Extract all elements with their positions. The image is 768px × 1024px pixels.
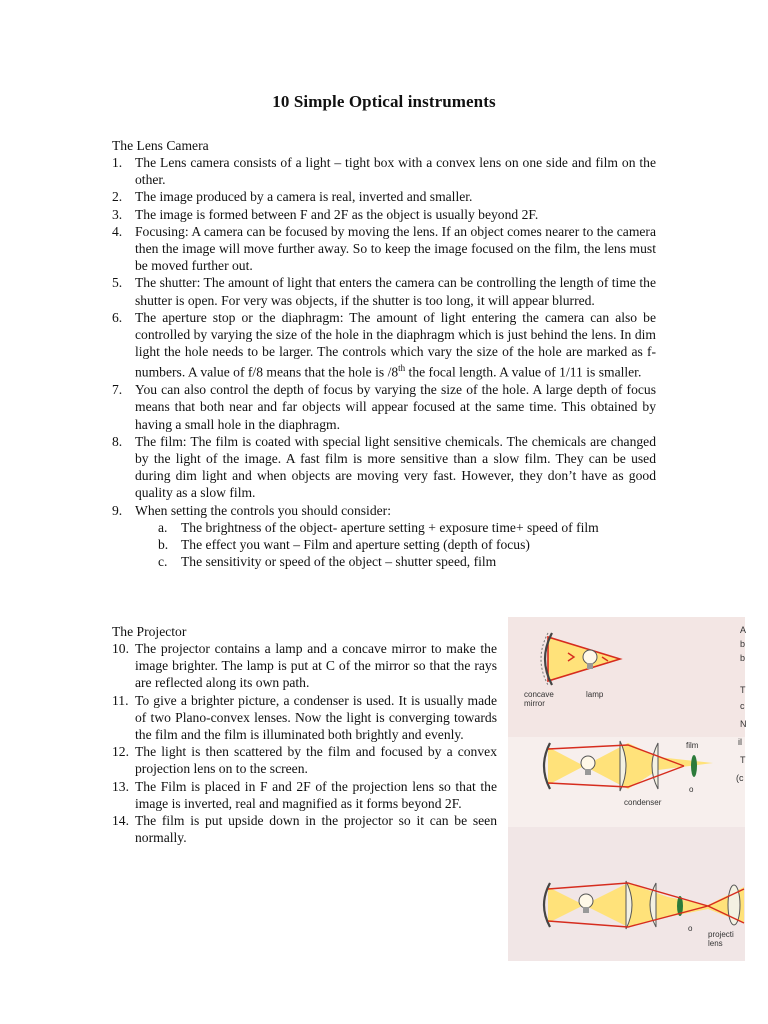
- item-number: 8.: [112, 433, 123, 449]
- fragment-text: b: [740, 653, 746, 663]
- item-superscript: th: [398, 363, 406, 374]
- lamp-icon: [581, 756, 595, 770]
- label-mirror: mirror: [524, 699, 545, 708]
- item-number: 11.: [112, 692, 129, 708]
- sub-text: The effect you want – Film and aperture setting (depth of focus): [181, 537, 530, 552]
- list-item: [112, 381, 656, 433]
- fragment-text: N: [740, 719, 747, 729]
- label-film: film: [686, 741, 699, 750]
- item-number: 6.: [112, 309, 123, 325]
- list-item: [112, 274, 656, 308]
- label-o: o: [688, 924, 693, 933]
- list-item: [112, 778, 497, 812]
- item-number: 4.: [112, 223, 123, 239]
- sub-text: The sensitivity or speed of the object – shutter speed, film: [181, 554, 497, 570]
- panel-top: [508, 617, 745, 737]
- item-number: 3.: [112, 206, 123, 222]
- item-text: The film: The film is coated with special light sensitive chemicals. The chemicals are changed by the light of the image. A fast film is more sensitive than a slow film. They can be used during dim light and when objects are moving very fast. However, they don’t have as good quality as a slow film.: [135, 433, 656, 501]
- fragment-text: T: [740, 685, 746, 695]
- item-text: You can also control the depth of focus by varying the size of the hole. A large depth of focus means that both near and far objects will appear focused at the same time. This obtained by having a small hole in the diaphragm.: [135, 382, 656, 432]
- lamp-base: [583, 907, 589, 913]
- list-item: [112, 640, 497, 692]
- lamp-base: [587, 663, 593, 669]
- label-lens: lens: [708, 939, 723, 948]
- item-text: The shutter: The amount of light that enters the camera can be controlling the length of time the shutter is open. For very was objects, if the shutter is too long, it will appear blurred.: [135, 275, 656, 308]
- label-o: o: [689, 785, 694, 794]
- sublist-item: [135, 553, 656, 570]
- item-text: When setting the controls you should consider:: [135, 502, 391, 518]
- item-number: 1.: [112, 155, 123, 170]
- item-text-after: the focal length. A value of 1/11 is smaller.: [405, 364, 642, 380]
- item-number: 14.: [112, 813, 129, 829]
- list-item: [112, 206, 656, 223]
- item-text-before: The aperture stop or the diaphragm: The amount of light entering the camera can also be controlled by varying the size of the hole in the diaphragm which is just behind the lens. In dim light the hole needs to be larger. The controls which vary the size of the hole are marked as f-numbers. A value of f/8 means that the hole is /8: [135, 309, 656, 380]
- item-text: The film is put upside down in the projector so it can be seen normally.: [135, 813, 497, 846]
- sub-letter: c.: [158, 554, 168, 570]
- item-number: 13.: [112, 778, 129, 794]
- item-text: The light is then scattered by the film and focused by a convex projection lens on to the screen.: [135, 744, 497, 777]
- list-item: [112, 309, 656, 381]
- label-concave: concave: [524, 690, 554, 699]
- item-text: The projector contains a lamp and a concave mirror to make the image brighter. The lamp is put at C of the mirror so that the rays are reflected along its own path.: [135, 641, 497, 691]
- fragment-text: c: [740, 701, 745, 711]
- item-text: The Lens camera consists of a light – tight box with a convex lens on one side and film on the other.: [135, 155, 656, 188]
- fragment-text: il: [738, 737, 742, 747]
- item-text: The image is formed between F and 2F as the object is usually beyond 2F.: [135, 206, 539, 222]
- list-item: [112, 743, 497, 777]
- item-text: The image produced by a camera is real, inverted and smaller.: [135, 189, 473, 205]
- label-condenser: condenser: [624, 798, 662, 807]
- item-number: 2.: [112, 189, 123, 205]
- list-item: [112, 223, 656, 275]
- fragment-text: b: [740, 639, 746, 649]
- sub-letter: a.: [158, 519, 168, 535]
- film-icon: [691, 755, 697, 777]
- lamp-base: [585, 769, 591, 775]
- list-item: [112, 188, 656, 205]
- list-item: [112, 433, 656, 502]
- sublist-item: [135, 536, 656, 553]
- sub-text: The brightness of the object- aperture setting + exposure time+ speed of film: [181, 519, 599, 535]
- fragment-text: T: [740, 755, 746, 765]
- controls-sublist: [135, 519, 656, 571]
- list-item: [112, 502, 656, 571]
- item-text: To give a brighter picture, a condenser is used. It is usually made of two Plano-convex lenses. Now the light is converging towards the film and the film is illuminated both brightly and evenly.: [135, 692, 497, 743]
- item-number: 10.: [112, 641, 129, 656]
- lens-camera-heading: The Lens Camera: [112, 138, 209, 153]
- page-title: 10 Simple Optical instruments: [272, 92, 496, 111]
- projector-heading: The Projector: [112, 624, 187, 639]
- projector-list: [112, 640, 497, 846]
- item-number: 12.: [112, 744, 129, 760]
- label-lamp: lamp: [586, 690, 604, 699]
- sublist-item: [135, 519, 656, 536]
- lamp-icon: [579, 894, 593, 908]
- fragment-text: (c: [736, 773, 744, 783]
- list-item: [112, 154, 656, 188]
- lens-camera-list: [112, 154, 656, 570]
- list-item: [112, 692, 497, 744]
- lamp-icon: [583, 650, 597, 664]
- sub-letter: b.: [158, 537, 169, 552]
- fragment-text: A: [740, 625, 747, 635]
- projector-diagram-svg: [508, 617, 745, 961]
- list-item: [112, 812, 497, 846]
- projector-diagram: [508, 617, 745, 961]
- item-number: 5.: [112, 275, 123, 291]
- item-text: Focusing: A camera can be focused by moving the lens. If an object comes nearer to the camera then the image will move further away. So to keep the image focused on the film, the lens must be moved further out.: [135, 223, 656, 274]
- item-number: 9.: [112, 502, 123, 518]
- item-number: 7.: [112, 382, 123, 398]
- item-text: The Film is placed in F and 2F of the projection lens so that the image is inverted, real and magnified as it forms beyond 2F.: [135, 778, 497, 811]
- label-projection: projecti: [708, 930, 734, 939]
